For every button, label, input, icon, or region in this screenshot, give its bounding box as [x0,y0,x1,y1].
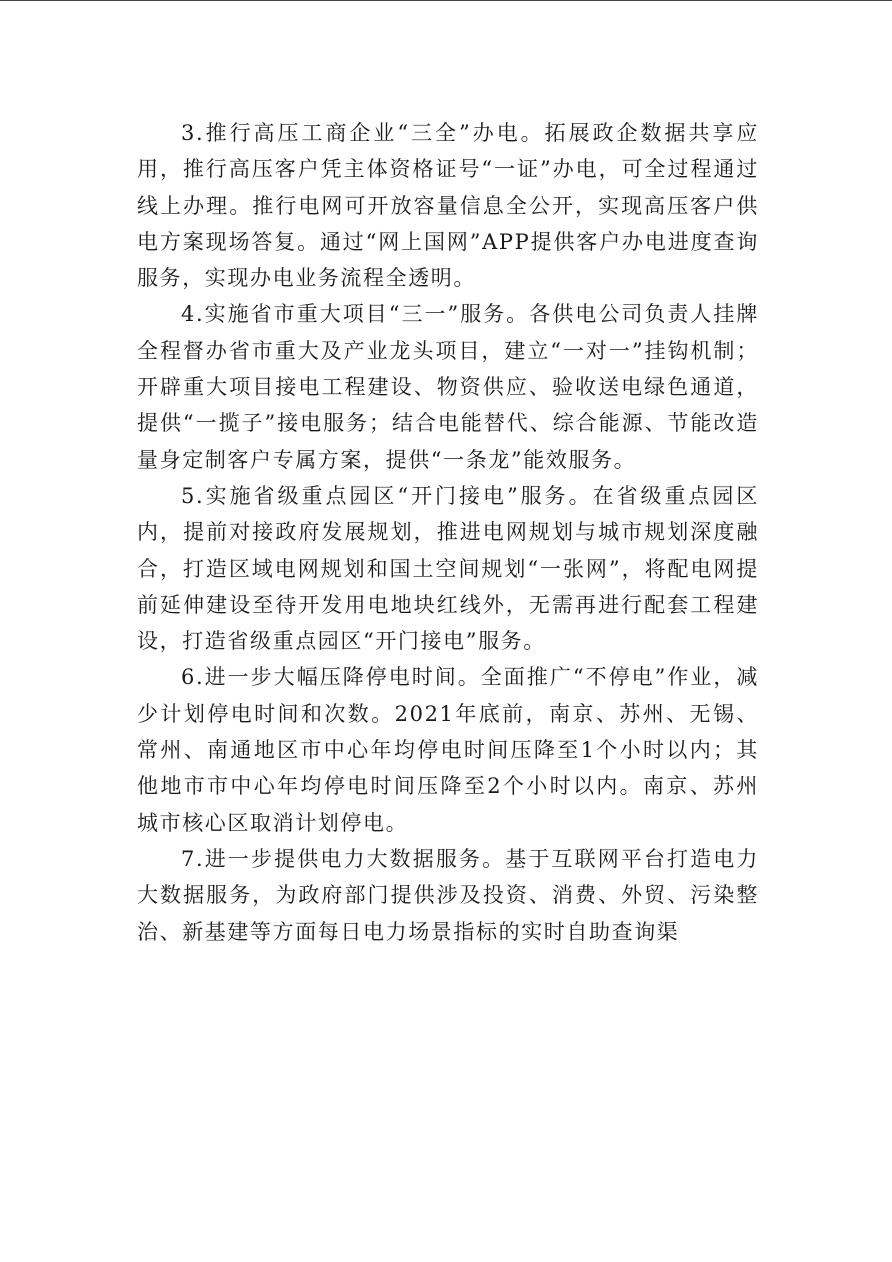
document-body [137,115,759,950]
paragraph-item-7: 7.进一步提供电力大数据服务。基于互联网平台打造电力大数据服务，为政府部门提供涉及投资、消费、外贸、污染整治、新基建等方面每日电力场景指标的实时自助查询渠 [137,846,759,944]
paragraph-item-3: 3.推行高压工商企业“三全”办电。拓展政企数据共享应用，推行高压客户凭主体资格证号“一证”办电，可全过程通过线上办理。推行电网可开放容量信息全公开，实现高压客户供电方案现场答复。通过“网上国网”APP提供客户办电进度查询服务，实现办电业务流程全透明。 [137,121,759,291]
paragraph-item-4: 4.实施省市重大项目“三一”服务。各供电公司负责人挂牌全程督办省市重大及产业龙头项目，建立“一对一”挂钩机制；开辟重大项目接电工程建设、物资供应、验收送电绿色通道，提供“一揽子”接电服务；结合电能替代、综合能源、节能改造量身定制客户专属方案，提供“一条龙”能效服务。 [137,302,759,472]
paragraph-item-6: 6.进一步大幅压降停电时间。全面推广“不停电”作业，减少计划停电时间和次数。2021年底前，南京、苏州、无锡、常州、南通地区市中心年均停电时间压降至1个小时以内；其他地市市中心年均停电时间压降至2个小时以内。南京、苏州城市核心区取消计划停电。 [137,665,759,835]
paragraph-item-5: 5.实施省级重点园区“开门接电”服务。在省级重点园区内，提前对接政府发展规划，推进电网规划与城市规划深度融合，打造区域电网规划和国土空间规划“一张网”，将配电网提前延伸建设至待开发用电地块红线外，无需再进行配套工程建设，打造省级重点园区“开门接电”服务。 [137,483,759,654]
